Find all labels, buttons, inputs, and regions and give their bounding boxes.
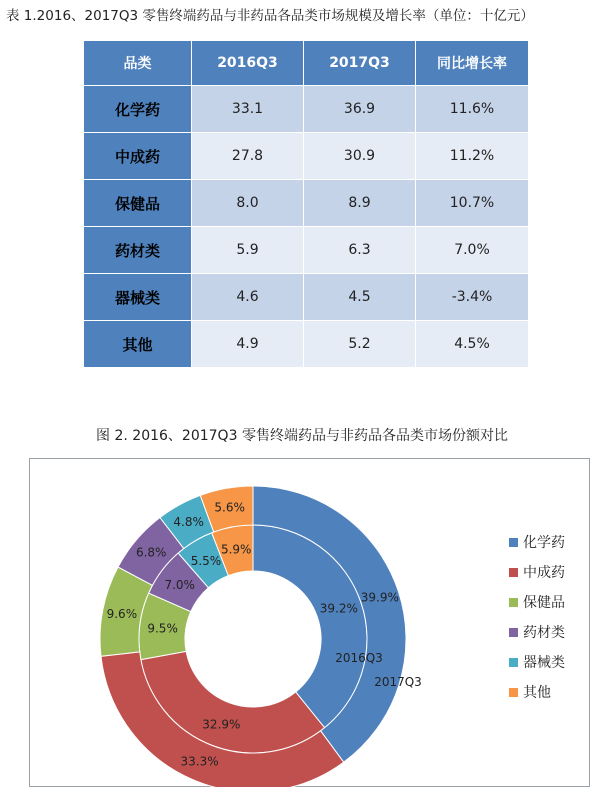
row-category: 中成药 — [84, 133, 192, 180]
data-label: 6.8% — [135, 545, 167, 560]
cell-growth: 10.7% — [416, 180, 529, 227]
chart-title: 图 2. 2016、2017Q3 零售终端药品与非药品各品类市场份额对比 — [96, 428, 508, 444]
row-category: 其他 — [84, 321, 192, 368]
series-name-label: 2016Q3 — [335, 651, 383, 665]
legend-swatch — [509, 688, 518, 697]
cell-growth: 11.2% — [416, 133, 529, 180]
cell-2017q3: 30.9 — [304, 133, 416, 180]
table-row — [84, 274, 529, 321]
row-category: 药材类 — [84, 227, 192, 274]
table-row — [84, 86, 529, 133]
cell-2017q3: 36.9 — [304, 86, 416, 133]
header-category: 品类 — [84, 41, 192, 86]
header-2016q3: 2016Q3 — [192, 41, 304, 86]
data-label: 7.0% — [164, 578, 195, 593]
data-label: 5.9% — [220, 542, 252, 557]
data-label: 32.9% — [202, 717, 241, 732]
cell-2016q3: 5.9 — [192, 227, 304, 274]
data-label: 9.6% — [106, 606, 138, 621]
legend-swatch — [509, 628, 518, 637]
legend-entry: 药材类 — [523, 625, 565, 641]
cell-2016q3: 8.0 — [192, 180, 304, 227]
legend-swatch — [509, 658, 518, 667]
cell-2016q3: 27.8 — [192, 133, 304, 180]
table-title: 表 1.2016、2017Q3 零售终端药品与非药品各品类市场规模及增长率（单位：十亿元） — [6, 8, 534, 24]
cell-2017q3: 6.3 — [304, 227, 416, 274]
data-label: 5.6% — [214, 500, 245, 515]
row-category: 保健品 — [84, 180, 192, 227]
header-growth: 同比增长率 — [416, 41, 529, 86]
table-row — [84, 180, 529, 227]
cell-2017q3: 8.9 — [304, 180, 416, 227]
row-category: 化学药 — [84, 86, 192, 133]
table-row — [84, 133, 529, 180]
cell-growth: 4.5% — [416, 321, 529, 368]
table-header-row — [84, 41, 529, 86]
data-table — [83, 40, 529, 368]
legend-entry: 保健品 — [523, 595, 565, 611]
cell-2017q3: 4.5 — [304, 274, 416, 321]
legend-entry: 其他 — [523, 685, 551, 701]
legend-swatch — [509, 598, 518, 607]
data-label: 4.8% — [173, 515, 204, 530]
data-label: 9.5% — [147, 621, 178, 636]
legend-entry: 化学药 — [523, 535, 565, 551]
cell-growth: 11.6% — [416, 86, 529, 133]
header-2017q3: 2017Q3 — [304, 41, 416, 86]
doughnut-chart — [29, 458, 590, 787]
cell-2017q3: 5.2 — [304, 321, 416, 368]
table-row — [84, 227, 529, 274]
data-label: 39.9% — [360, 590, 399, 605]
data-label: 39.2% — [319, 601, 358, 616]
cell-2016q3: 4.9 — [192, 321, 304, 368]
legend-entry: 器械类 — [523, 655, 565, 671]
row-category: 器械类 — [84, 274, 192, 321]
table-row — [84, 321, 529, 368]
series-name-label: 2017Q3 — [374, 675, 422, 689]
cell-growth: -3.4% — [416, 274, 529, 321]
legend-swatch — [509, 538, 518, 547]
legend-swatch — [509, 568, 518, 577]
data-label: 5.5% — [190, 554, 222, 569]
cell-2016q3: 33.1 — [192, 86, 304, 133]
cell-2016q3: 4.6 — [192, 274, 304, 321]
legend-entry: 中成药 — [523, 565, 565, 581]
data-label: 33.3% — [180, 754, 219, 769]
cell-growth: 7.0% — [416, 227, 529, 274]
